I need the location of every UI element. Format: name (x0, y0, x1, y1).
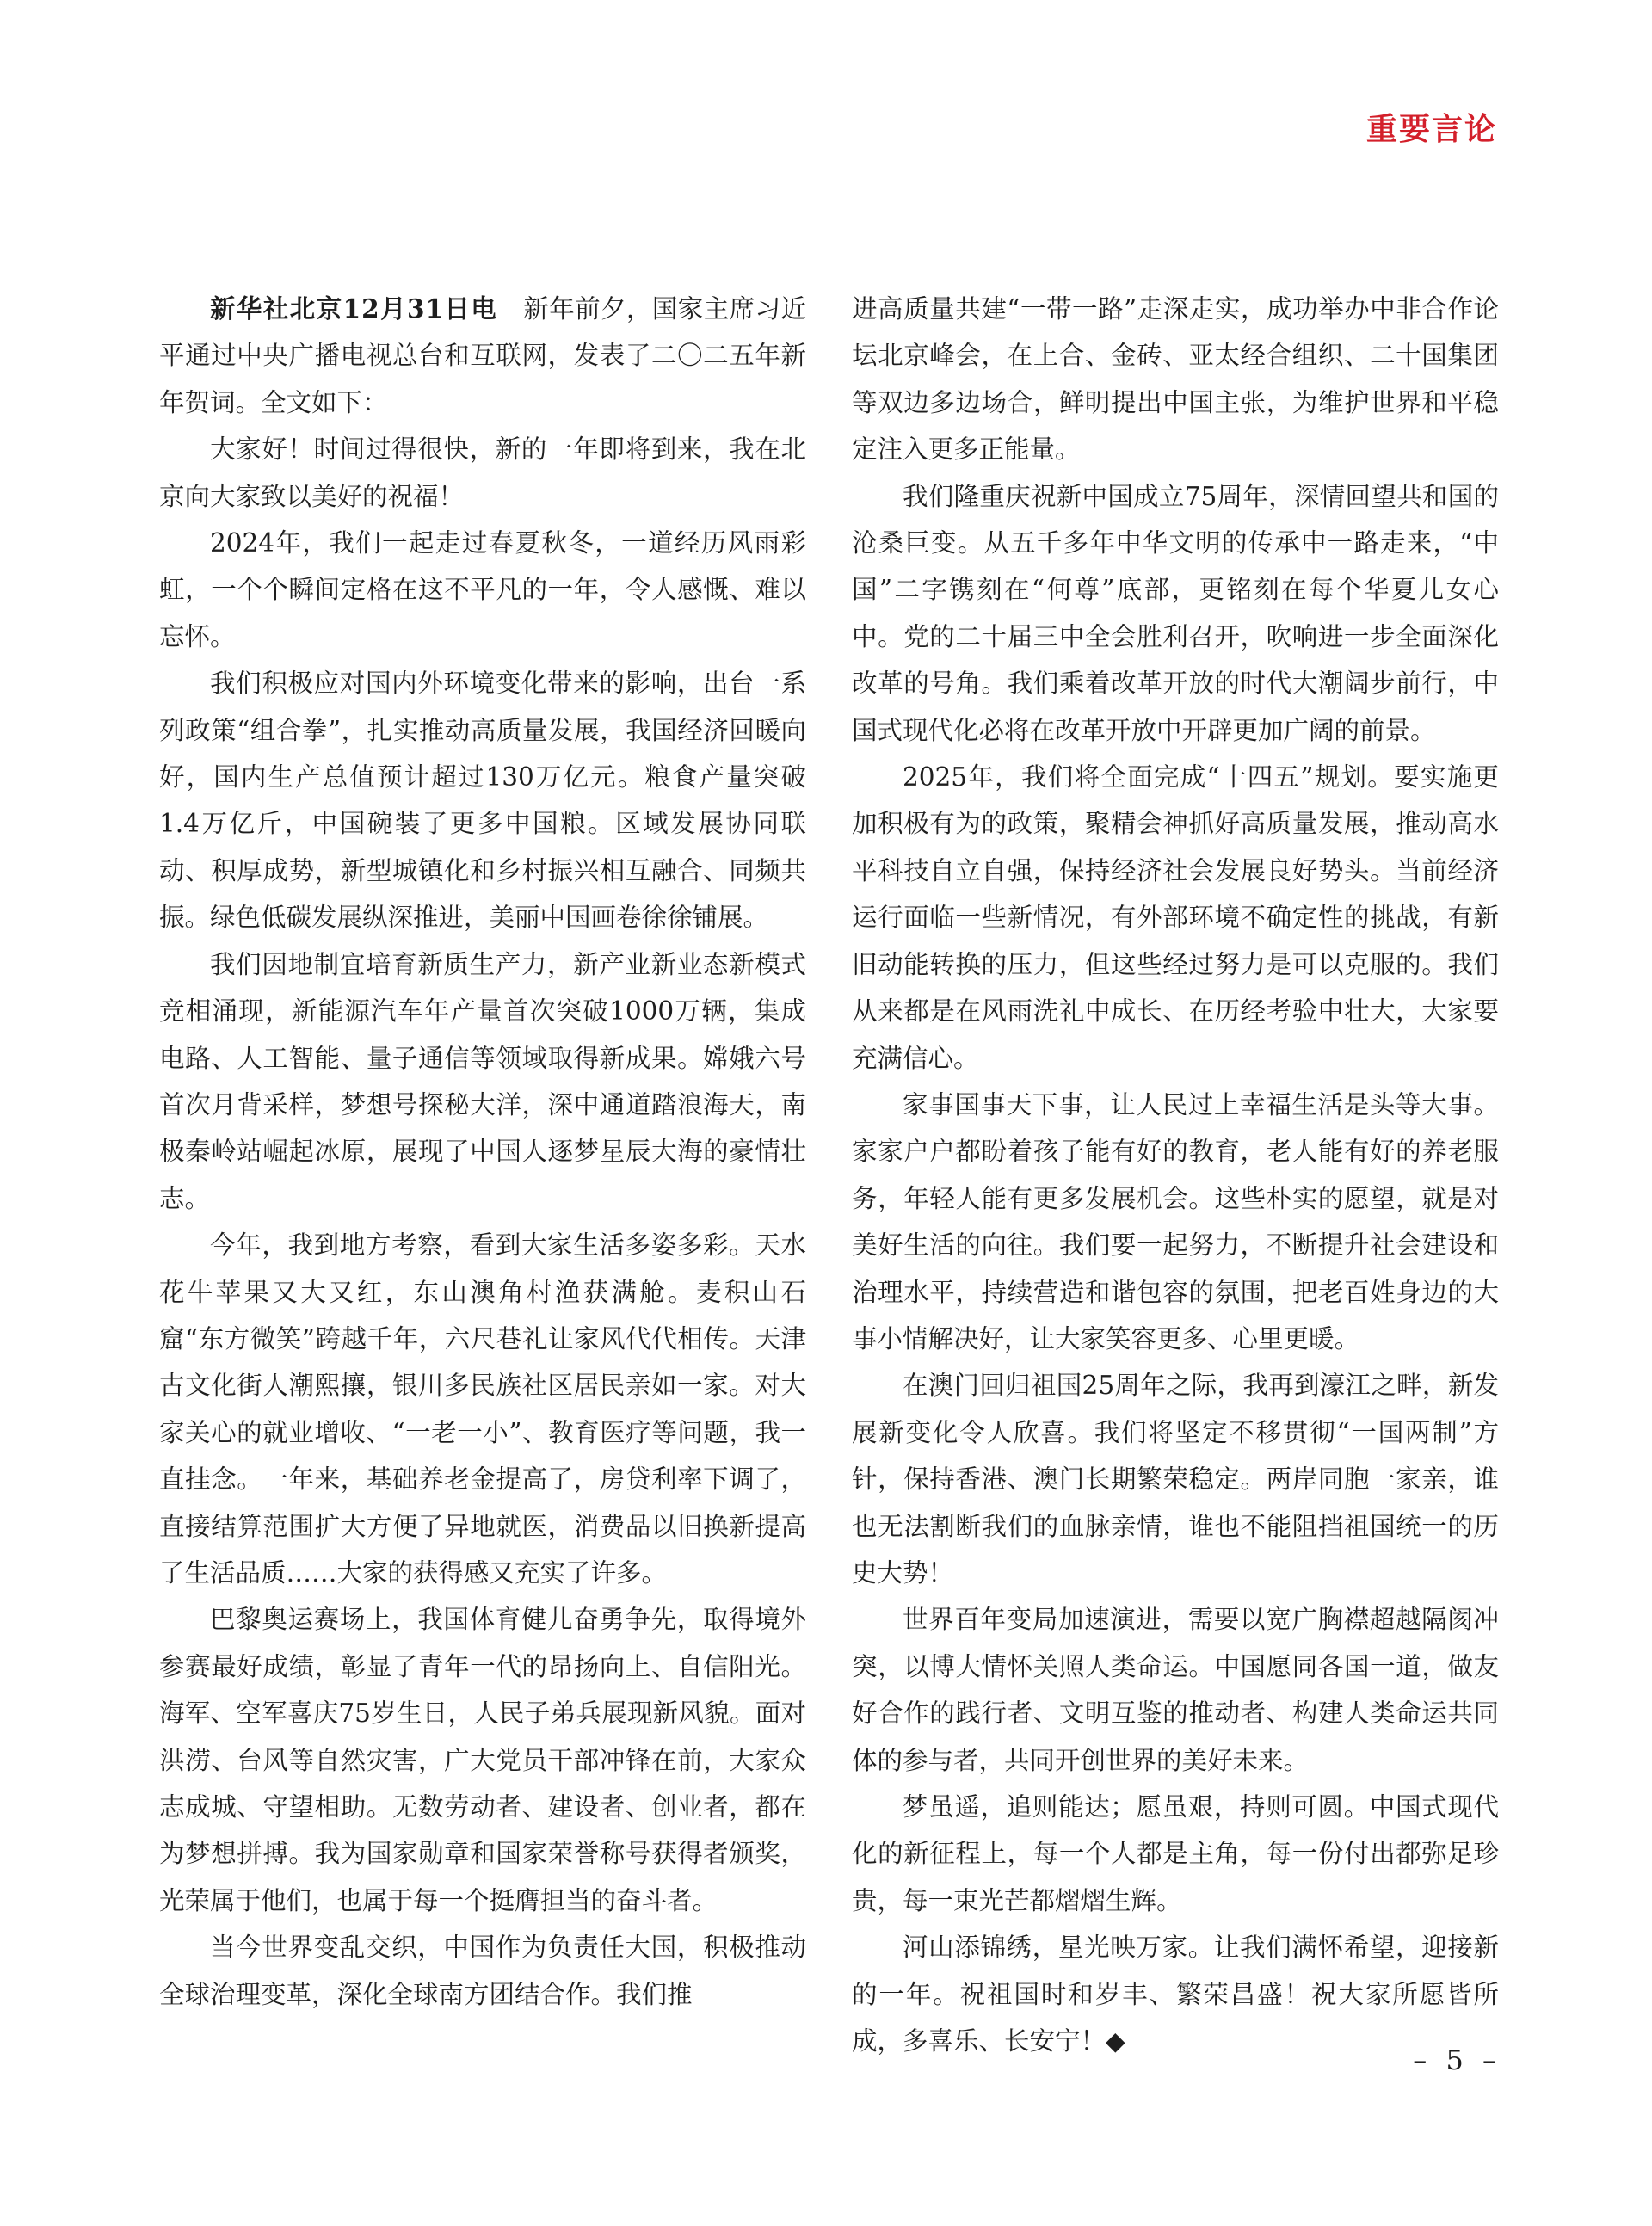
paragraph: 我们积极应对国内外环境变化带来的影响，出台一系列政策“组合拳”，扎实推动高质量发展，我国经济回暖向好，国内生产总值预计超过130万亿元。粮食产量突破1.4万亿斤，中国碗装了更多中国粮。区域发展协同联动、积厚成势，新型城镇化和乡村振兴相互融合、同频共振。绿色低碳发展纵深推进，美丽中国画卷徐徐铺展。 (159, 669, 806, 933)
paragraph: 今年，我到地方考察，看到大家生活多姿多彩。天水花牛苹果又大又红，东山澳角村渔获满舱。麦积山石窟“东方微笑”跨越千年，六尺巷礼让家风代代相传。天津古文化街人潮熙攘，银川多民族社区居民亲如一家。对大家关心的就业增收、“一老一小”、教育医疗等问题，我一直挂念。一年来，基础养老金提高了，房贷利率下调了，直接结算范围扩大方便了异地就医，消费品以旧换新提高了生活品质……大家的获得感又充实了许多。 (159, 1230, 806, 1588)
article-column-left (159, 286, 806, 2018)
paragraph: 巴黎奥运赛场上，我国体育健儿奋勇争先，取得境外参赛最好成绩，彰显了青年一代的昂扬向上、自信阳光。海军、空军喜庆75岁生日，人民子弟兵展现新风貌。面对洪涝、台风等自然灾害，广大党员干部冲锋在前，大家众志成城、守望相助。无数劳动者、建设者、创业者，都在为梦想拼搏。我为国家勋章和国家荣誉称号获得者颁奖，光荣属于他们，也属于每一个挺膺担当的奋斗者。 (159, 1605, 806, 1915)
paragraph: 当今世界变乱交织，中国作为负责任大国，积极推动全球治理变革，深化全球南方团结合作。我们推 (159, 1933, 806, 2009)
section-label: 重要言论 (1365, 112, 1497, 147)
paragraph: 大家好！时间过得很快，新的一年即将到来，我在北京向大家致以美好的祝福！ (159, 435, 806, 511)
paragraph: 在澳门回归祖国25周年之际，我再到濠江之畔，新发展新变化令人欣喜。我们将坚定不移贯彻“一国两制”方针，保持香港、澳门长期繁荣稳定。两岸同胞一家亲，谁也无法割断我们的血脉亲情，谁也不能阻挡祖国统一的历史大势！ (852, 1371, 1499, 1588)
paragraph: 世界百年变局加速演进，需要以宽广胸襟超越隔阂冲突，以博大情怀关照人类命运。中国愿同各国一道，做友好合作的践行者、文明互鉴的推动者、构建人类命运共同体的参与者，共同开创世界的美好未来。 (852, 1605, 1499, 1775)
page-number: – 5 – (1413, 2044, 1501, 2076)
paragraph: 河山添锦绣，星光映万家。让我们满怀希望，迎接新的一年。祝祖国时和岁丰、繁荣昌盛！祝大家所愿皆所成，多喜乐、长安宁！◆ (852, 1933, 1499, 2056)
paragraph: 2025年，我们将全面完成“十四五”规划。要实施更加积极有为的政策，聚精会神抓好高质量发展，推动高水平科技自立自强，保持经济社会发展良好势头。当前经济运行面临一些新情况，有外部环境不确定性的挑战，有新旧动能转换的压力，但这些经过努力是可以克服的。我们从来都是在风雨洗礼中成长、在历经考验中壮大，大家要充满信心。 (852, 762, 1499, 1073)
dateline: 新华社北京12月31日电 (210, 293, 498, 324)
paragraph: 家事国事天下事，让人民过上幸福生活是头等大事。家家户户都盼着孩子能有好的教育，老人能有好的养老服务，年轻人能有更多发展机会。这些朴实的愿望，就是对美好生活的向往。我们要一起努力，不断提升社会建设和治理水平，持续营造和谐包容的氛围，把老百姓身边的大事小情解决好，让大家笑容更多、心里更暖。 (852, 1089, 1499, 1353)
article-column-right (852, 286, 1499, 2064)
lead-text: 新年前夕，国家主席习近平通过中央广播电视总台和互联网，发表了二〇二五年新年贺词。全文如下： (159, 294, 806, 417)
paragraph-lead (159, 286, 806, 426)
paragraph: 我们因地制宜培育新质生产力，新产业新业态新模式竞相涌现，新能源汽车年产量首次突破1000万辆，集成电路、人工智能、量子通信等领域取得新成果。嫦娥六号首次月背采样，梦想号探秘大洋，深中通道踏浪海天，南极秦岭站崛起冰原，展现了中国人逐梦星辰大海的豪情壮志。 (159, 949, 806, 1213)
paragraph: 梦虽遥，追则能达；愿虽艰，持则可圆。中国式现代化的新征程上，每一个人都是主角，每一份付出都弥足珍贵，每一束光芒都熠熠生辉。 (852, 1792, 1499, 1915)
paragraph-continued: 进高质量共建“一带一路”走深走实，成功举办中非合作论坛北京峰会，在上合、金砖、亚太经合组织、二十国集团等双边多边场合，鲜明提出中国主张，为维护世界和平稳定注入更多正能量。 (852, 294, 1499, 465)
paragraph: 2024年，我们一起走过春夏秋冬，一道经历风雨彩虹，一个个瞬间定格在这不平凡的一年，令人感慨、难以忘怀。 (159, 528, 806, 651)
paragraph: 我们隆重庆祝新中国成立75周年，深情回望共和国的沧桑巨变。从五千多年中华文明的传承中一路走来，“中国”二字镌刻在“何尊”底部，更铭刻在每个华夏儿女心中。党的二十届三中全会胜利召开，吹响进一步全面深化改革的号角。我们乘着改革开放的时代大潮阔步前行，中国式现代化必将在改革开放中开辟更加广阔的前景。 (852, 481, 1499, 745)
